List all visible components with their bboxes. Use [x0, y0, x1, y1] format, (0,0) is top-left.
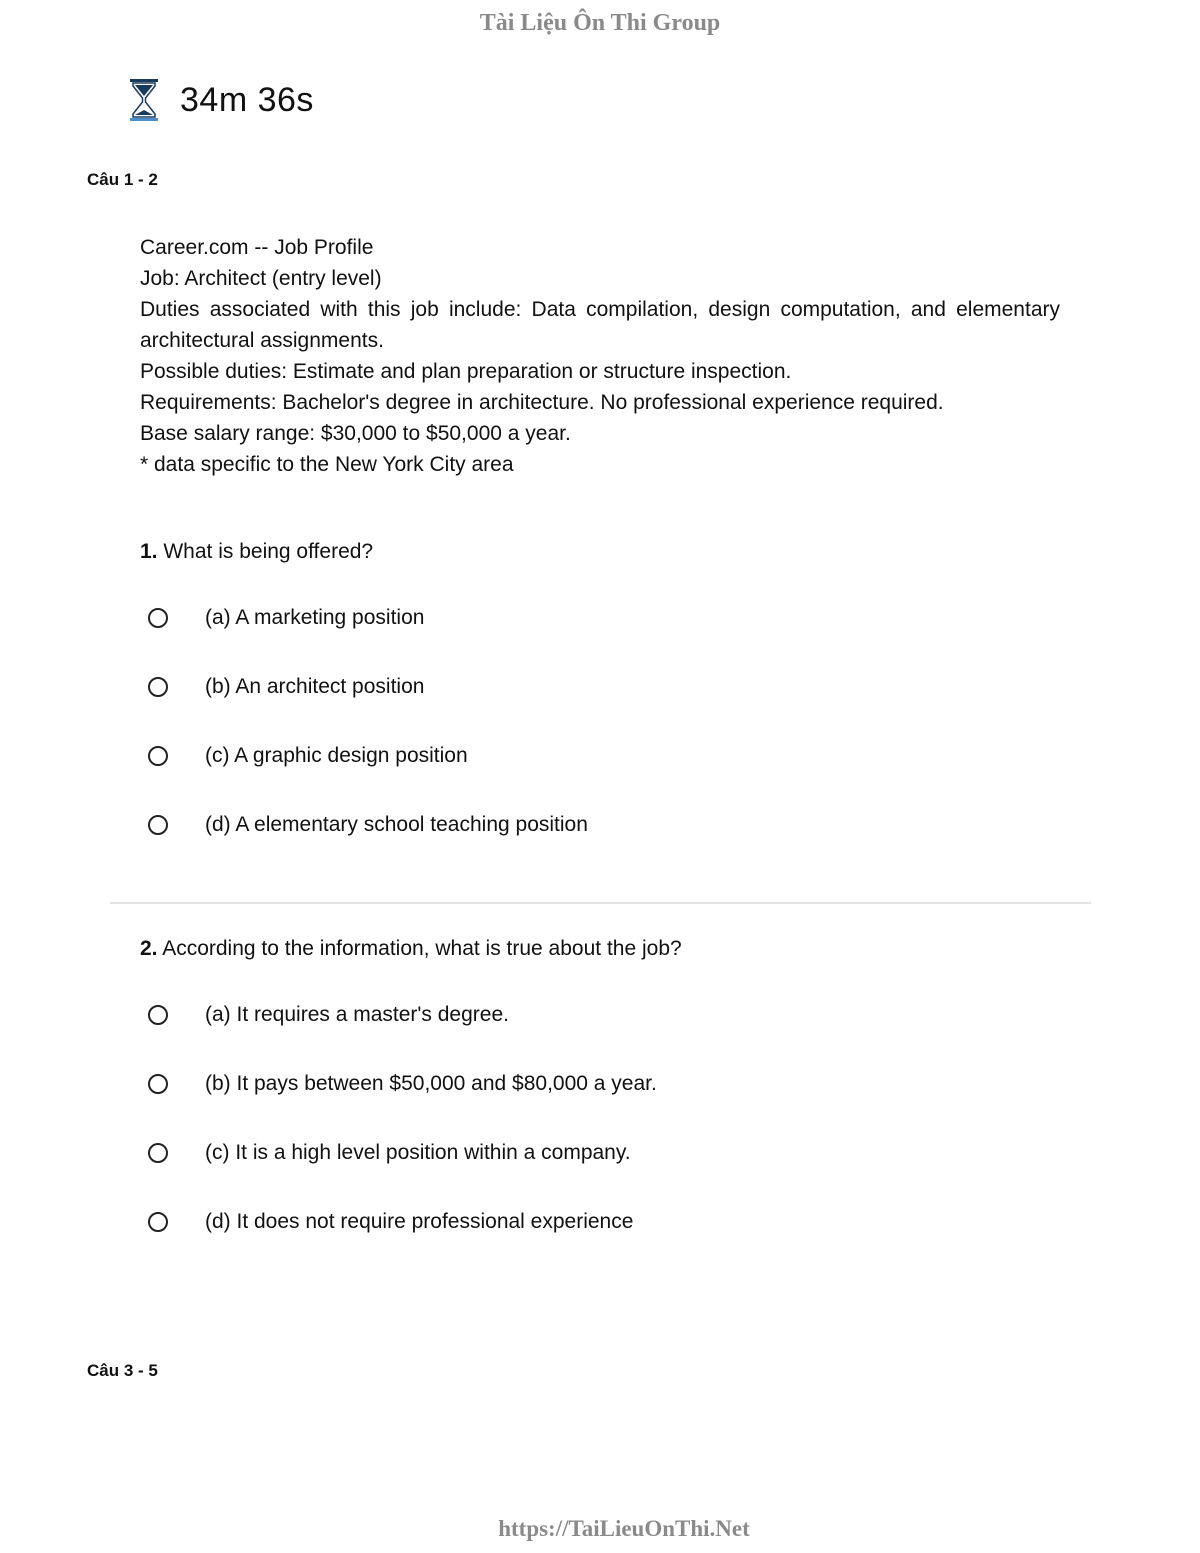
question-1-option-b[interactable] [148, 672, 424, 702]
passage-line: Requirements: Bachelor's degree in architecture. No professional experience required. [140, 391, 944, 414]
question-1-option-d[interactable] [148, 810, 588, 840]
radio-button[interactable] [148, 677, 168, 697]
question-number: 1. [140, 540, 158, 563]
question-1-option-c[interactable] [148, 741, 468, 771]
question-2-option-b[interactable] [148, 1069, 657, 1099]
passage-line: Career.com -- Job Profile [140, 236, 374, 259]
option-label: (b) It pays between $50,000 and $80,000 a year. [205, 1072, 657, 1095]
option-label: (b) An architect position [205, 675, 425, 698]
option-label: (c) It is a high level position within a company. [205, 1141, 631, 1164]
question-1-stem [140, 540, 373, 564]
question-text: What is being offered? [163, 540, 374, 563]
question-1-option-a[interactable] [148, 603, 424, 633]
option-label: (d) It does not require professional experience [205, 1210, 634, 1233]
question-2-option-d[interactable] [148, 1207, 633, 1237]
question-text: According to the information, what is true about the job? [162, 937, 682, 960]
reading-passage [140, 232, 1060, 480]
radio-button[interactable] [148, 1074, 168, 1094]
question-2-option-a[interactable] [148, 1000, 509, 1030]
passage-line: Possible duties: Estimate and plan preparation or structure inspection. [140, 360, 792, 383]
passage-line: Job: Architect (entry level) [140, 267, 382, 290]
option-label: (a) It requires a master's degree. [205, 1003, 509, 1026]
passage-line: Duties associated with this job include: Data compilation, design computation, and elementary architectural assignments. [140, 298, 1060, 352]
question-2-option-c[interactable] [148, 1138, 631, 1168]
passage-line: Base salary range: $30,000 to $50,000 a year. [140, 422, 571, 445]
passage-line: * data specific to the New York City area [140, 453, 514, 476]
radio-button[interactable] [148, 1212, 168, 1232]
question-divider [110, 902, 1091, 904]
radio-button[interactable] [148, 815, 168, 835]
header-watermark: Tài Liệu Ôn Thi Group [479, 10, 721, 36]
option-label: (d) A elementary school teaching position [205, 813, 588, 836]
radio-button[interactable] [148, 1005, 168, 1025]
footer-url: https://TaiLieuOnThi.Net [498, 1516, 750, 1541]
timer-text: 34m 36s [180, 80, 314, 119]
group-label-2: Câu 3 - 5 [87, 1361, 158, 1380]
radio-button[interactable] [148, 1143, 168, 1163]
question-number: 2. [140, 937, 158, 960]
timer [126, 76, 314, 124]
radio-button[interactable] [148, 608, 168, 628]
option-label: (a) A marketing position [205, 606, 425, 629]
option-label: (c) A graphic design position [205, 744, 468, 767]
question-2-stem [140, 937, 682, 961]
hourglass-icon [126, 76, 162, 124]
group-label-1: Câu 1 - 2 [87, 170, 158, 189]
radio-button[interactable] [148, 746, 168, 766]
